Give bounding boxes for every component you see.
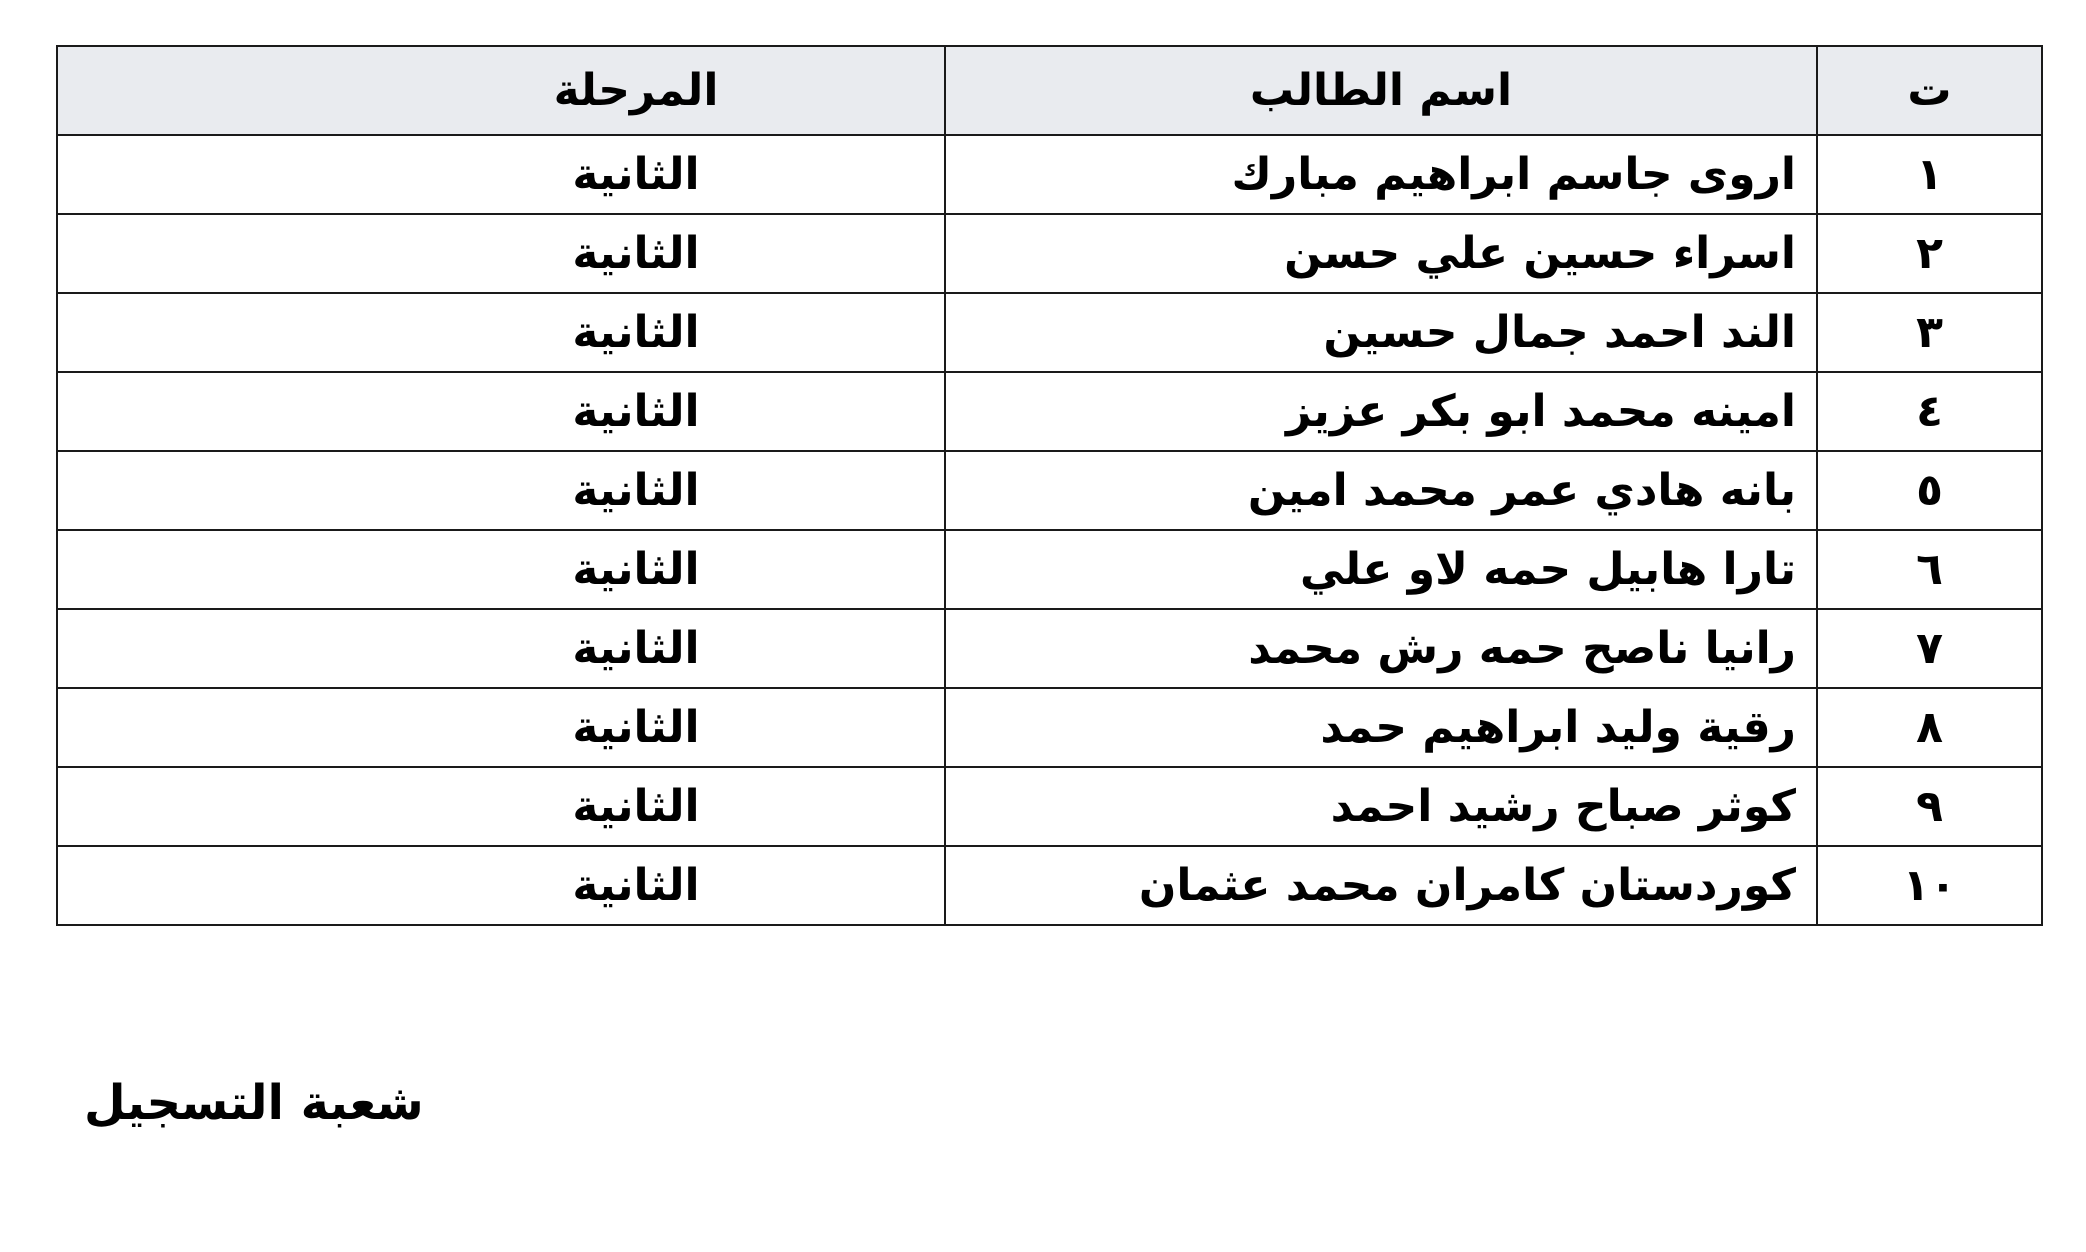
row-number: ٦ bbox=[1817, 530, 2042, 609]
row-number: ٩ bbox=[1817, 767, 2042, 846]
student-name: تارا هابيل حمه لاو علي bbox=[945, 530, 1817, 609]
table-row bbox=[57, 135, 2042, 214]
student-name: رانيا ناصح حمه رش محمد bbox=[945, 609, 1817, 688]
student-stage: الثانية bbox=[57, 451, 945, 530]
header-stage: المرحلة bbox=[57, 46, 945, 135]
table-row bbox=[57, 214, 2042, 293]
row-number: ٧ bbox=[1817, 609, 2042, 688]
student-name: اروى جاسم ابراهيم مبارك bbox=[945, 135, 1817, 214]
table-row bbox=[57, 293, 2042, 372]
student-stage: الثانية bbox=[57, 372, 945, 451]
table-row bbox=[57, 688, 2042, 767]
student-name: كوردستان كامران محمد عثمان bbox=[945, 846, 1817, 925]
row-number: ٨ bbox=[1817, 688, 2042, 767]
student-name: اسراء حسين علي حسن bbox=[945, 214, 1817, 293]
student-name: بانه هادي عمر محمد امين bbox=[945, 451, 1817, 530]
row-number: ١ bbox=[1817, 135, 2042, 214]
student-stage: الثانية bbox=[57, 530, 945, 609]
student-stage: الثانية bbox=[57, 688, 945, 767]
student-stage: الثانية bbox=[57, 767, 945, 846]
student-stage: الثانية bbox=[57, 135, 945, 214]
table-row bbox=[57, 451, 2042, 530]
table-header-row bbox=[57, 46, 2042, 135]
registration-section-label: شعبة التسجيل bbox=[84, 1075, 424, 1131]
row-number: ٢ bbox=[1817, 214, 2042, 293]
header-student-name: اسم الطالب bbox=[945, 46, 1817, 135]
table-row bbox=[57, 530, 2042, 609]
student-name: امينه محمد ابو بكر عزيز bbox=[945, 372, 1817, 451]
student-stage: الثانية bbox=[57, 293, 945, 372]
header-number: ت bbox=[1817, 46, 2042, 135]
student-name: كوثر صباح رشيد احمد bbox=[945, 767, 1817, 846]
row-number: ٤ bbox=[1817, 372, 2042, 451]
row-number: ٥ bbox=[1817, 451, 2042, 530]
table-row bbox=[57, 609, 2042, 688]
student-name: الند احمد جمال حسين bbox=[945, 293, 1817, 372]
table-row bbox=[57, 846, 2042, 925]
student-stage: الثانية bbox=[57, 846, 945, 925]
student-roster-table bbox=[56, 45, 2043, 926]
row-number: ٣ bbox=[1817, 293, 2042, 372]
row-number: ١٠ bbox=[1817, 846, 2042, 925]
student-name: رقية وليد ابراهيم حمد bbox=[945, 688, 1817, 767]
student-stage: الثانية bbox=[57, 214, 945, 293]
table-row bbox=[57, 767, 2042, 846]
table-row bbox=[57, 372, 2042, 451]
student-stage: الثانية bbox=[57, 609, 945, 688]
